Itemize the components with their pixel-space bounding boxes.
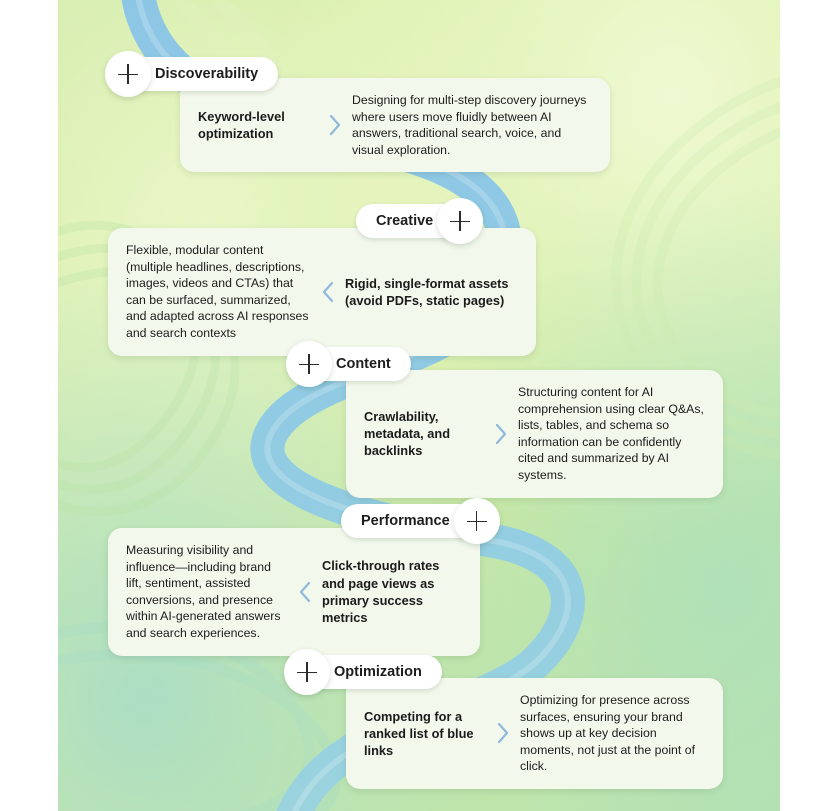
stage-card-creative — [108, 228, 536, 356]
chevron-right-icon — [492, 423, 510, 445]
stage-old-state-optimization: Competing for a ranked list of blue links — [364, 708, 474, 759]
stage-new-state-performance: Measuring visibility and influence—including brand lift, sentiment, assisted conversions, and presence within AI-generated answers and search experiences. — [126, 543, 281, 640]
plus-icon[interactable] — [286, 341, 332, 387]
stage-node-creative[interactable] — [356, 198, 483, 244]
stage-title-content: Content — [306, 347, 411, 381]
stage-title-creative: Creative — [356, 204, 463, 238]
plus-icon[interactable] — [454, 498, 500, 544]
chevron-right-icon — [494, 722, 512, 744]
stage-new-state-optimization: Optimizing for presence across surfaces, ensuring your brand shows up at key decision moments, not just at the point of click. — [520, 693, 695, 774]
chevron-left-icon — [319, 281, 337, 303]
stage-node-optimization[interactable] — [284, 649, 442, 695]
diagram-stages — [58, 0, 780, 811]
stage-card-content — [346, 370, 723, 498]
stage-old-state-discoverability: Keyword-level optimization — [198, 108, 285, 142]
chevron-right-icon — [326, 114, 344, 136]
plus-icon[interactable] — [105, 51, 151, 97]
plus-icon[interactable] — [437, 198, 483, 244]
plus-icon[interactable] — [284, 649, 330, 695]
stage-new-state-creative: Flexible, modular content (multiple headlines, descriptions, images, videos and CTAs) that can be surfaced, summarized, and adapted across AI responses and search contexts — [126, 243, 309, 340]
stage-card-performance — [108, 528, 480, 656]
stage-card-discoverability — [180, 78, 610, 172]
stage-card-optimization — [346, 678, 723, 789]
stage-title-performance: Performance — [341, 504, 480, 538]
stage-new-state-content: Structuring content for AI comprehension using clear Q&As, lists, tables, and schema so information can be confidently cited and summarized by AI systems. — [518, 385, 704, 482]
stage-node-content[interactable] — [286, 341, 411, 387]
stage-old-state-performance: Click-through rates and page views as primary success metrics — [322, 558, 440, 626]
stage-old-state-creative: Rigid, single-format assets (avoid PDFs, static pages) — [345, 275, 509, 308]
stage-old-state-content: Crawlability, metadata, and backlinks — [364, 408, 451, 459]
chevron-left-icon — [296, 581, 314, 603]
stage-new-state-discoverability: Designing for multi-step discovery journeys where users move fluidly between AI answers, traditional search, voice, and visual exploration. — [352, 93, 587, 157]
stage-title-optimization: Optimization — [304, 655, 442, 689]
stage-title-discoverability: Discoverability — [125, 57, 278, 91]
stage-node-discoverability[interactable] — [105, 51, 278, 97]
stage-node-performance[interactable] — [341, 498, 500, 544]
